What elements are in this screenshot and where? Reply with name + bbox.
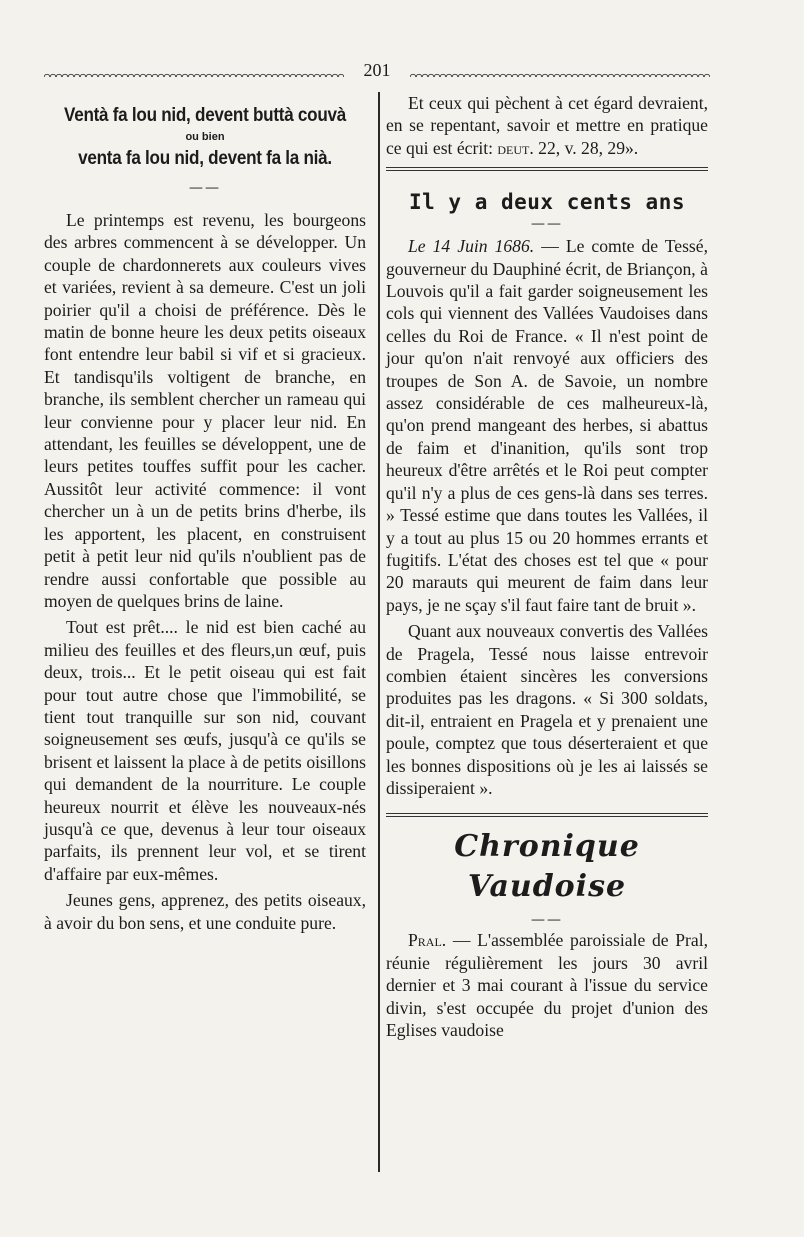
page-header <box>44 60 710 84</box>
proverb-line-1: Ventà fa lou nid, devent buttà couvà <box>64 105 346 126</box>
place-name: Pral. <box>408 930 447 951</box>
column-divider <box>378 92 380 1172</box>
separator-dash: —— <box>189 180 221 196</box>
paragraph-spring: Le printemps est revenu, les bourgeons des arbres commencent à se développer. Un couple de chardonnerets aux couleurs vives et variées, revient à sa demeure. C'est un joli poirier qu'il a choisi de préférence. Dès le matin de bonne heure les deux petits oiseaux font entendre leur babil si vif et si gracieux. Et tandisqu'ils voltigent de branche, en branche, ils semblent chercher un rameau qui leur convienne pour y placer leur nid. En attendant, les feuilles se développent, une de leurs petites touffes suffit pour les cacher. Aussitôt leur activité commence: il vont chercher un à un de petits brins d'herbe, ils les apportent, les placent, en construisent petit à petit leur nid qu'ils n'oublient pas de rendre aussi confortable que possible au moyen de quelques brins de laine. <box>44 210 366 611</box>
continuation-text: Et ceux qui pèchent à cet égard devraient, en se repentant, savoir et mettre en pratique ce qui est écrit: <box>386 93 708 158</box>
paragraph-pragela: Quant aux nouveaux convertis des Vallées de Pragela, Tessé nous laisse entrevoir combien étaient sincères les conversions produites pas les dragons. « Si 300 soldats, dit-il, entraient en Pragela et y prenaient une poule, comptez que tous déserteraient et que les bonnes dispositions où je les ai laissés se dissiperaient ». <box>386 621 708 798</box>
section-title-deux-cents-ans: Il y a deux cents ans <box>408 190 685 215</box>
separator-dash: —— <box>531 216 563 233</box>
paragraph-pral-text: — L'assemblée paroissiale de Pral, réunie régulièrement les jours 30 avril dernier et 3 mai courant à l'issue du service divin, s'est occupée du projet d'union des Eglises vaudoise <box>386 930 708 1040</box>
section-date: Le 14 Juin 1686. <box>408 236 535 257</box>
proverb-line-2: venta fa lou nid, devent fa la nià. <box>78 148 332 169</box>
paragraph-tesse <box>386 235 708 616</box>
header-wavy-rule-left <box>44 71 344 77</box>
paragraph-moral: Jeunes gens, apprenez, des petits oiseaux, à avoir du bon sens, et une conduite pure. <box>44 890 366 933</box>
paragraph-continuation <box>386 92 708 159</box>
section-rule <box>386 813 708 817</box>
paragraph-nest: Tout est prêt.... le nid est bien caché au milieu des feuilles et des fleurs,un œuf, puis deux, trois... Et le petit oiseau qui est fait pour tout autre chose que l'immobilité, se tient tout tranquille sur son nid, couvant soigneusement ses œufs, jusqu'à ce qu'ils se brisent et laissent la place à de petits oisillons qui demandent de la nourriture. Le couple heureux nourrit et élève les nouveaux-nés jusqu'à ce que, devenus à leur tour oiseaux parfaits, ils prennent leur vol, et se tirent d'affaire par eux-mêmes. <box>44 617 366 884</box>
scripture-ref: 22, v. 28, 29». <box>533 137 639 158</box>
paragraph-tesse-text: — Le comte de Tessé, gouverneur du Dauphiné écrit, de Briançon, à Louvois qu'il a fait garder soigneusement les cols qui viennent des Vallées Vaudoises dans celles du Roi de France. « Il n'est point de jour qu'on n'ait renvoyé aux officiers des troupes de Son A. de Savoie, un nombre assez considérable de ces malheureux-là, qu'on prend mangeant des herbes, si abattus de faim et d'inanition, qu'ils sont trop heureux d'être arrêtés et le Roi peut compter qu'il n'y a plus de ces gens-là dans ses terres. » Tessé estime que dans toutes les Vallées, il y a tout au plus 15 ou 20 hommes errants et fugitifs. L'état des choses est tel que « pour 20 marauts qui meurent de faim dans leur pays, je ne sçay s'il faut faire tant de bruit ». <box>386 236 708 615</box>
separator-dash: —— <box>531 912 563 929</box>
left-column <box>44 92 366 934</box>
right-column <box>386 92 708 1041</box>
section-rule <box>386 167 708 171</box>
scripture-book: deut. <box>497 137 534 158</box>
paragraph-pral <box>386 929 708 1041</box>
header-wavy-rule-right <box>410 71 710 77</box>
section-title-chronique-vaudoise: Chronique Vaudoise <box>454 829 640 905</box>
page-number: 201 <box>363 60 391 80</box>
proverb-or-label: ou bien <box>185 131 225 143</box>
